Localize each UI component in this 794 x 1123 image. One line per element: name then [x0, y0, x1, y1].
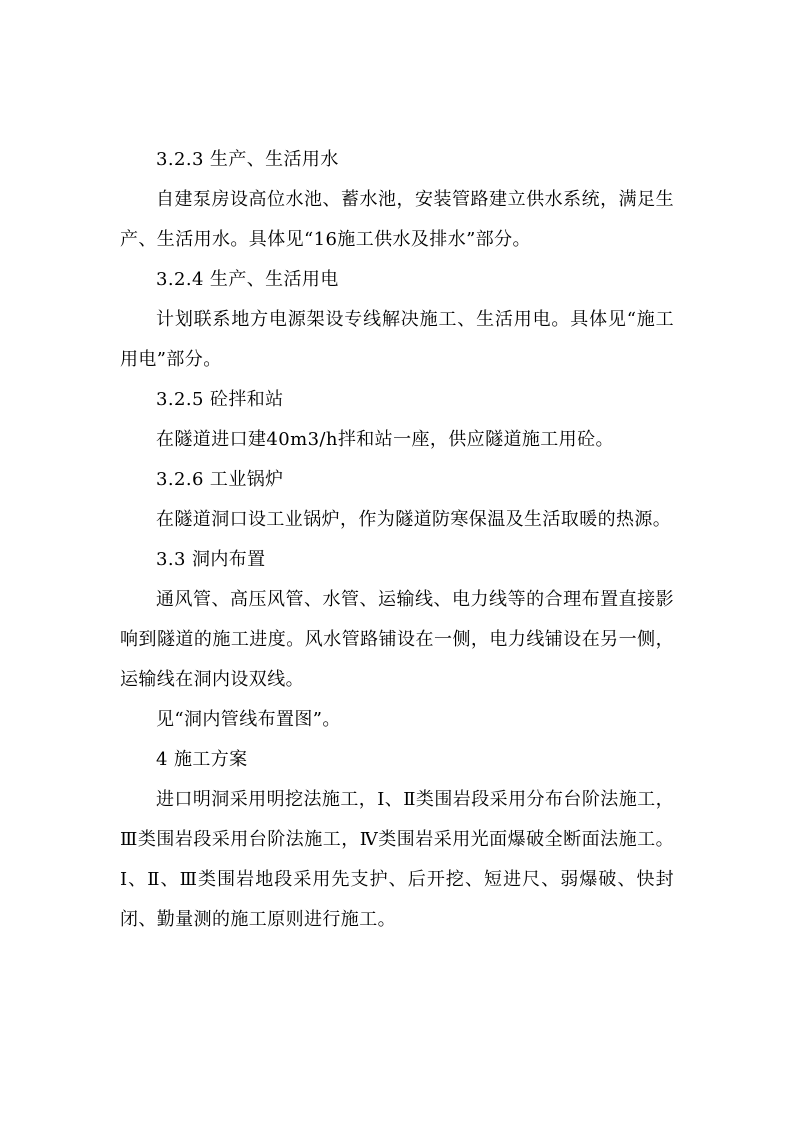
layout-figure-reference: 见“洞内管线布置图”。 — [156, 709, 341, 730]
heading-3-2-6: 3.2.6 工业锅炉 — [156, 469, 284, 490]
power-supply-paragraph: 计划联系地方电源架设专线解决施工、生活用电。具体见“施工用电”部分。 — [120, 309, 674, 370]
heading-3-2-5: 3.2.5 砼拌和站 — [156, 389, 284, 410]
heading-3-2-4: 3.2.4 生产、生活用电 — [156, 269, 339, 290]
boiler-paragraph: 在隧道洞口设工业锅炉，作为隧道防寒保温及生活取暖的热源。 — [156, 509, 672, 530]
construction-plan-paragraph: 进口明洞采用明挖法施工，Ⅰ、Ⅱ类围岩段采用分布台阶法施工，Ⅲ类围岩段采用台阶法施工，Ⅳ类围岩采用光面爆破全断面法施工。Ⅰ、Ⅱ、Ⅲ类围岩地段采用先支护、后开挖、短进尺、弱爆破、快封闭、勤量测的施工原则进行施工。 — [120, 789, 674, 930]
water-supply-paragraph: 自建泵房设高位水池、蓄水池，安装管路建立供水系统，满足生产、生活用水。具体见“16施工供水及排水”部分。 — [120, 189, 674, 250]
mixing-station-paragraph: 在隧道进口建40m3/h拌和站一座，供应隧道施工用砼。 — [156, 429, 614, 450]
heading-4: 4 施工方案 — [156, 749, 248, 770]
tunnel-layout-paragraph: 通风管、高压风管、水管、运输线、电力线等的合理布置直接影响到隧道的施工进度。风水管路铺设在一侧，电力线铺设在另一侧，运输线在洞内设双线。 — [120, 589, 674, 690]
heading-3-3: 3.3 洞内布置 — [156, 549, 266, 570]
document-body — [120, 140, 674, 940]
heading-3-2-3: 3.2.3 生产、生活用水 — [156, 149, 339, 170]
